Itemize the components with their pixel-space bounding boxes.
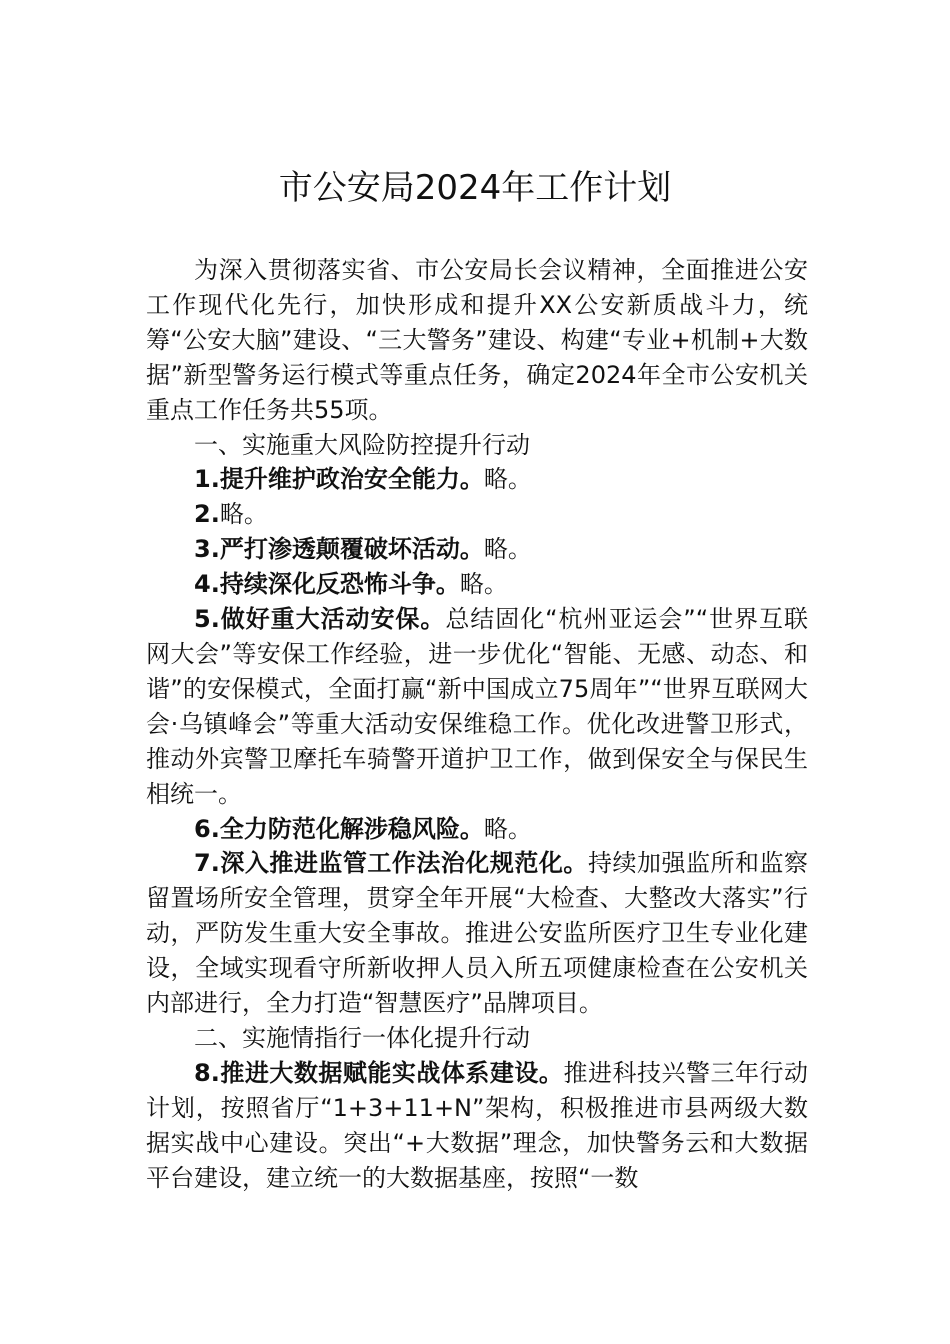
paragraph-text: 总结固化“杭州亚运会”“世界互联网大会”等安保工作经验，进一步优化“智能、无感、动态、和谐”的安保模式，全面打赢“新中国成立75周年”“世界互联网大会·乌镇峰会”等重大活动安保维稳工作。优化改进警卫形式，推动外宾警卫摩托车骑警开道护卫工作，做到保安全与保民生相统一。 bbox=[146, 605, 808, 808]
item-heading: 3.严打渗透颠覆破坏活动。 bbox=[194, 535, 484, 564]
paragraph bbox=[146, 253, 808, 428]
paragraph bbox=[146, 602, 808, 811]
paragraph bbox=[146, 1056, 808, 1196]
section-heading bbox=[146, 1021, 808, 1056]
paragraph bbox=[146, 462, 808, 497]
document-body bbox=[146, 253, 808, 1195]
item-heading: 2. bbox=[194, 500, 220, 529]
item-heading: 7.深入推进监管工作法治化规范化。 bbox=[194, 849, 588, 878]
paragraph-text: 持续加强监所和监察留置场所安全管理，贯穿全年开展“大检查、大整改大落实”行动，严防发生重大安全事故。推进公安监所医疗卫生专业化建设，全域实现看守所新收押人员入所五项健康检查在公安机关内部进行，全力打造“智慧医疗”品牌项目。 bbox=[146, 849, 808, 1018]
paragraph-text: 略。 bbox=[483, 465, 532, 494]
paragraph-text: 略。 bbox=[459, 570, 508, 599]
item-heading: 1.提升维护政治安全能力。 bbox=[194, 465, 484, 494]
document-title: 市公安局2024年工作计划 bbox=[278, 168, 672, 208]
paragraph-text: 为深入贯彻落实省、市公安局长会议精神，全面推进公安工作现代化先行，加快形成和提升XX公安新质战斗力，统筹“公安大脑”建设、“三大警务”建设、构建“专业+机制+大数据”新型警务运行模式等重点任务，确定2024年全市公安机关重点工作任务共55项。 bbox=[146, 256, 808, 424]
paragraph-text: 略。 bbox=[483, 535, 532, 564]
paragraph-text: 推进科技兴警三年行动计划，按照省厅“1+3+11+N”架构，积极推进市县两级大数据实战中心建设。突出“+大数据”理念，加快警务云和大数据平台建设，建立统一的大数据基座，按照“一数 bbox=[146, 1058, 809, 1192]
paragraph bbox=[146, 532, 808, 567]
item-heading: 5.做好重大活动安保。 bbox=[194, 605, 446, 634]
item-heading: 6.全力防范化解涉稳风险。 bbox=[194, 814, 484, 843]
paragraph-text: 略。 bbox=[483, 814, 532, 843]
paragraph bbox=[146, 812, 808, 847]
paragraph bbox=[146, 497, 808, 532]
item-heading: 8.推进大数据赋能实战体系建设。 bbox=[194, 1058, 564, 1087]
item-heading: 4.持续深化反恐怖斗争。 bbox=[194, 570, 460, 599]
paragraph-text: 略。 bbox=[219, 500, 268, 529]
section-heading-text: 二、实施情指行一体化提升行动 bbox=[194, 1023, 530, 1052]
paragraph bbox=[146, 846, 808, 1021]
section-heading bbox=[146, 428, 808, 463]
paragraph bbox=[146, 567, 808, 602]
section-heading-text: 一、实施重大风险防控提升行动 bbox=[194, 430, 530, 459]
